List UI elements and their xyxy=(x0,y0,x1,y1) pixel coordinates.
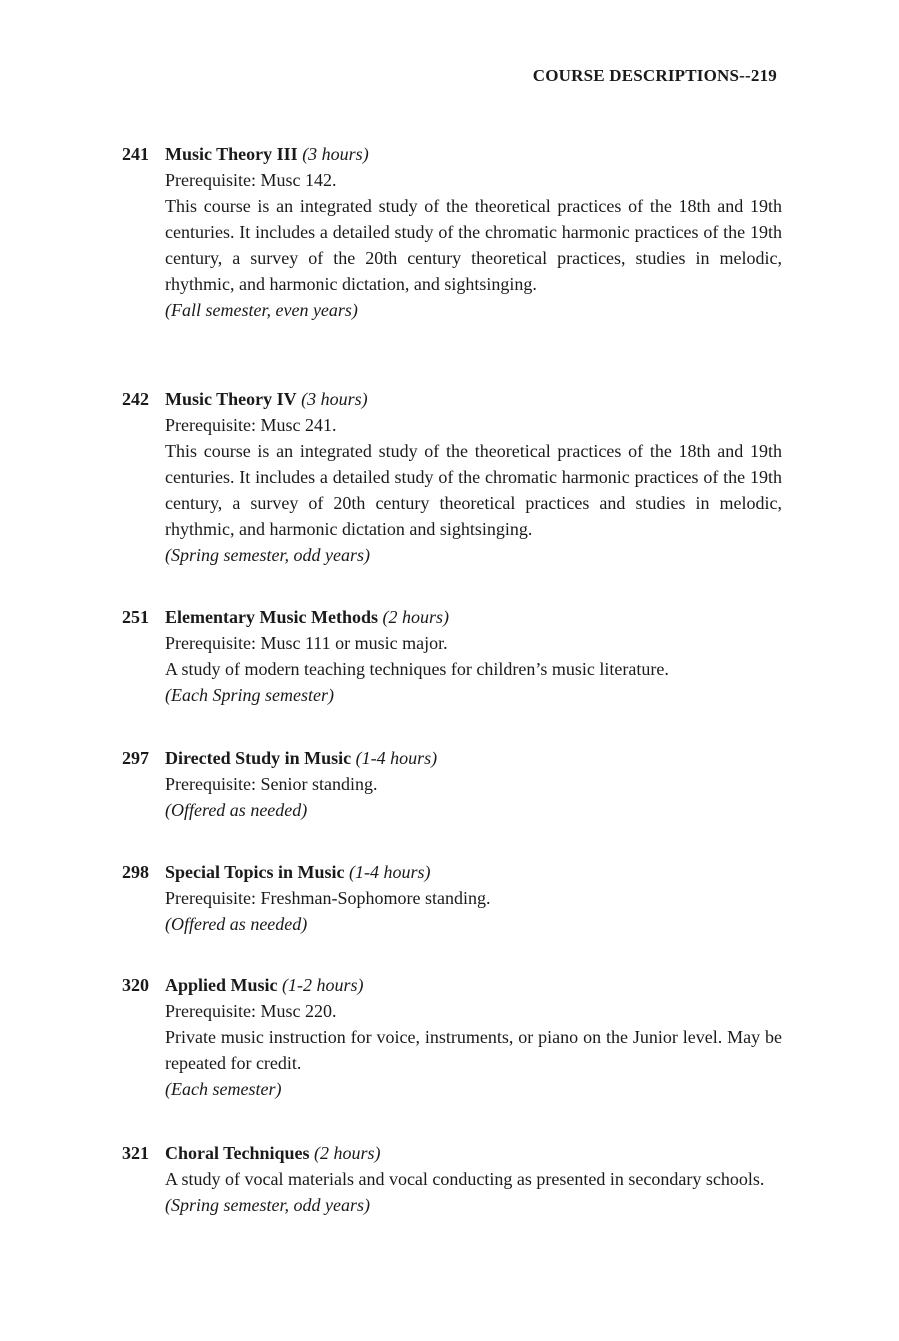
course-description: A study of modern teaching techniques for children’s music literature. xyxy=(165,659,669,679)
course-hours: (3 hours) xyxy=(301,389,368,409)
course-schedule: (Spring semester, odd years) xyxy=(165,1195,370,1215)
course-title-line xyxy=(165,972,782,998)
course-description: A study of vocal materials and vocal conducting as presented in secondary schools. xyxy=(165,1169,765,1189)
course-entry-241 xyxy=(122,141,782,323)
course-title: Directed Study in Music xyxy=(165,748,352,768)
course-title-line xyxy=(165,1140,782,1166)
course-entry-321 xyxy=(122,1140,782,1218)
course-number: 321 xyxy=(122,1143,149,1163)
course-entry-251 xyxy=(122,604,782,708)
course-prerequisite: Prerequisite: Musc 111 or music major. xyxy=(165,633,448,653)
course-schedule: (Offered as needed) xyxy=(165,914,308,934)
course-title-line xyxy=(165,386,782,412)
course-prerequisite: Prerequisite: Musc 241. xyxy=(165,415,337,435)
course-title: Special Topics in Music xyxy=(165,862,345,882)
course-hours: (2 hours) xyxy=(314,1143,381,1163)
course-description: This course is an integrated study of the theoretical practices of the 18th and 19th centuries. It includes a detailed study of the chromatic harmonic practices of the 19th century, a survey of the 20th century theoretical practices, studies in melodic, rhythmic, and harmonic dictation, and sightsinging. xyxy=(165,196,782,294)
course-title-line xyxy=(165,745,782,771)
course-title: Choral Techniques xyxy=(165,1143,310,1163)
course-title-line xyxy=(165,859,782,885)
course-number: 241 xyxy=(122,144,149,164)
course-entry-320 xyxy=(122,972,782,1102)
course-number: 320 xyxy=(122,975,149,995)
course-title: Applied Music xyxy=(165,975,278,995)
course-description: Private music instruction for voice, instruments, or piano on the Junior level. May be repeated for credit. xyxy=(165,1027,782,1073)
course-number: 298 xyxy=(122,862,149,882)
course-prerequisite: Prerequisite: Musc 142. xyxy=(165,170,337,190)
course-title: Elementary Music Methods xyxy=(165,607,378,627)
course-hours: (1-4 hours) xyxy=(349,862,431,882)
course-prerequisite: Prerequisite: Musc 220. xyxy=(165,1001,337,1021)
running-header: COURSE DESCRIPTIONS--219 xyxy=(532,66,777,85)
course-hours: (2 hours) xyxy=(382,607,449,627)
course-hours: (1-2 hours) xyxy=(282,975,364,995)
course-prerequisite: Prerequisite: Freshman-Sophomore standing. xyxy=(165,888,491,908)
course-hours: (3 hours) xyxy=(302,144,369,164)
course-schedule: (Fall semester, even years) xyxy=(165,300,358,320)
course-number: 242 xyxy=(122,389,149,409)
course-number: 251 xyxy=(122,607,149,627)
course-schedule: (Each semester) xyxy=(165,1079,282,1099)
course-entry-297 xyxy=(122,745,782,823)
course-title-line xyxy=(165,141,782,167)
course-number: 297 xyxy=(122,748,149,768)
course-title-line xyxy=(165,604,782,630)
course-schedule: (Each Spring semester) xyxy=(165,685,334,705)
course-title: Music Theory IV xyxy=(165,389,297,409)
course-schedule: (Spring semester, odd years) xyxy=(165,545,370,565)
course-schedule: (Offered as needed) xyxy=(165,800,308,820)
course-description: This course is an integrated study of the theoretical practices of the 18th and 19th centuries. It includes a detailed study of the chromatic harmonic practices of the 19th century, a survey of 20th century theoretical practices and studies in melodic, rhythmic, and harmonic dictation and sightsinging. xyxy=(165,441,782,539)
course-title: Music Theory III xyxy=(165,144,298,164)
course-entry-242 xyxy=(122,386,782,568)
course-entry-298 xyxy=(122,859,782,937)
course-prerequisite: Prerequisite: Senior standing. xyxy=(165,774,378,794)
course-hours: (1-4 hours) xyxy=(355,748,438,768)
